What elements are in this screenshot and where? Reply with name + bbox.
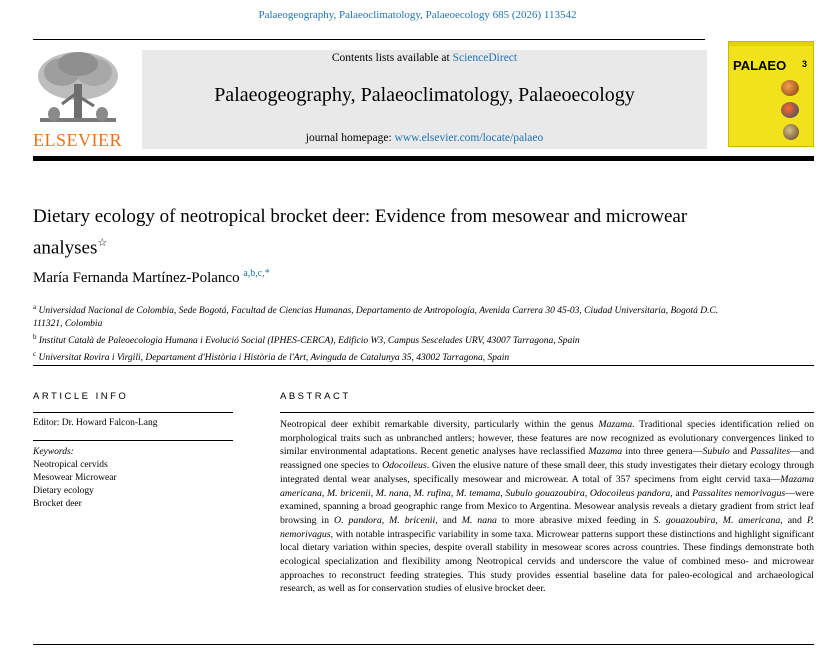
keyword-item: Neotropical cervids (33, 460, 108, 470)
author-name[interactable]: María Fernanda Martínez-Polanco (33, 270, 240, 286)
article-info-rule-mid (33, 440, 233, 441)
keywords-label: Keywords: (33, 447, 74, 457)
cover-number: 3 (801, 59, 807, 69)
abstract-segment: . Traditional species identification relied on morphological traits such as unbranched antlers; however, these features are now recognized as evolutionary convergences linked to similar environmental adaptations. Recent genetic analyses have reclassified (280, 419, 814, 458)
affiliations (33, 301, 733, 365)
article-title-text: Dietary ecology of neotropical brocket deer: Evidence from mesowear and microwear analyses (33, 206, 688, 259)
abstract-segment: —and reassigned one species to (280, 446, 814, 472)
abstract-text (280, 418, 814, 596)
homepage-link[interactable]: www.elsevier.com/locate/palaeo (394, 132, 544, 144)
abstract-taxon: S. gouazoubira, M. americana (653, 514, 781, 526)
keyword-item: Dietary ecology (33, 486, 94, 496)
author-affiliation-marks[interactable]: a,b,c,* (243, 268, 270, 279)
top-divider (33, 39, 705, 40)
abstract-segment: and (729, 446, 751, 458)
abstract-rule (280, 412, 814, 413)
abstract-taxon: Subulo (702, 446, 730, 458)
abstract-taxon: Mazama (598, 419, 633, 430)
affiliation-c (33, 348, 733, 365)
elsevier-logo[interactable] (30, 48, 126, 152)
cover-image-3 (783, 124, 799, 140)
contents-prefix: Contents lists available at (331, 52, 453, 64)
cover-title: PALAEO (733, 58, 787, 73)
bottom-divider (33, 644, 814, 645)
sciencedirect-link[interactable]: ScienceDirect (452, 52, 518, 64)
abstract-segment: —were examined, spanning a broad geographic range from Mexico to Argentina. Mesowear analysis reveals a dietary gradient from strict leaf browsing in (280, 487, 814, 526)
abstract-taxon: Mazama (588, 446, 623, 458)
abstract-segment: , and (670, 487, 693, 499)
affiliation-a (33, 301, 733, 331)
journal-cover[interactable] (728, 41, 814, 147)
affiliation-a-mark: a (33, 303, 37, 311)
homepage-prefix: journal homepage: (305, 132, 395, 144)
affiliation-a-text: Universidad Nacional de Colombia, Sede Bogotá, Facultad de Ciencias Humanas, Departamento de Antropología, Avenida Carrera 30 45-03, Ciudad Universitaria, Bogotá D.C. 111321, Colombia (33, 306, 719, 330)
abstract-heading: ABSTRACT (280, 391, 351, 402)
abstract-taxon: O. pandora, M. bricenii (334, 514, 436, 526)
article-title (33, 204, 753, 261)
abstract-taxon: Odocoileus (382, 460, 427, 472)
elsevier-tree-icon (32, 48, 124, 128)
author-line (33, 268, 270, 287)
abstract-taxon: Passalites nemorivagus (692, 487, 786, 499)
header-thick-divider (33, 156, 814, 161)
abstract-segment: to more abrasive mixed feeding in (496, 514, 654, 526)
cover-image-2 (781, 102, 799, 118)
journal-title: Palaeogeography, Palaeoclimatology, Palaeoecology (214, 84, 635, 106)
abstract-taxon: P. nemorivagus (280, 514, 814, 540)
title-footnote-mark[interactable]: ☆ (97, 237, 108, 249)
contents-availability (142, 52, 707, 64)
affiliation-c-text: Universitat Rovira i Virgili, Departament d'Història i Història de l'Art, Avinguda de Catalunya 35, 43002 Tarragona, Spain (38, 353, 510, 364)
journal-citation[interactable]: Palaeogeography, Palaeoclimatology, Palaeoecology 685 (2026) 113542 (258, 9, 577, 21)
abstract-segment: Neotropical deer exhibit remarkable diversity, particularly within the genus (280, 419, 599, 430)
abstract-taxon: Mazama americana, M. bricenii, M. nana, M. rufina, M. temama, Subulo gouazoubira, Odocoileus pandora (280, 473, 814, 499)
elsevier-wordmark: ELSEVIER (33, 130, 122, 150)
cover-header-strip (729, 42, 813, 46)
section-divider (33, 365, 814, 366)
keyword-item: Brocket deer (33, 499, 82, 509)
abstract-segment: into three genera— (622, 446, 703, 458)
keywords-block (33, 446, 117, 511)
abstract-segment: . Given the elusive nature of these small deer, this study investigates their dietary ecology through integrated dental wear analyses, specifically mesowear and microwear. A total of 357 specimens from eight cervid taxa— (280, 460, 814, 485)
cover-image-1 (781, 80, 799, 96)
affiliation-c-mark: c (33, 350, 37, 359)
abstract-segment: , with notable intraspecific variability in some taxa. Microwear patterns support these distinctions and highlight significant local dietary variation within species, despite overall stability in mesowear scores across countries. These findings demonstrate both ecological specialization and flexibility among Neotropical cervids and underscore the value of combined meso- and microwear approaches to reconstruct feeding strategies. This study provides essential baseline data for paleo-ecological and archaeological research, as well as for conservation studies of elusive brocket deer. (280, 528, 814, 595)
abstract-taxon: M. nana (461, 514, 497, 526)
keyword-item: Mesowear Microwear (33, 473, 117, 483)
abstract-segment: , and (435, 514, 462, 526)
article-info-heading: ARTICLE INFO (33, 391, 129, 402)
abstract-taxon: Passalites (750, 446, 791, 458)
affiliation-b-text: Institut Català de Paleoecologia Humana i Evolució Social (IPHES-CERCA), Edificio W3, Campus Sescelades URV, 43007 Tarragona, Spain (38, 336, 580, 347)
abstract-segment: , and (780, 514, 807, 526)
affiliation-b (33, 331, 733, 348)
article-info-rule-top (33, 412, 233, 413)
journal-homepage (142, 132, 707, 144)
journal-masthead (142, 50, 707, 149)
affiliation-b-mark: b (33, 333, 37, 342)
editor-line: Editor: Dr. Howard Falcon-Lang (33, 418, 158, 428)
